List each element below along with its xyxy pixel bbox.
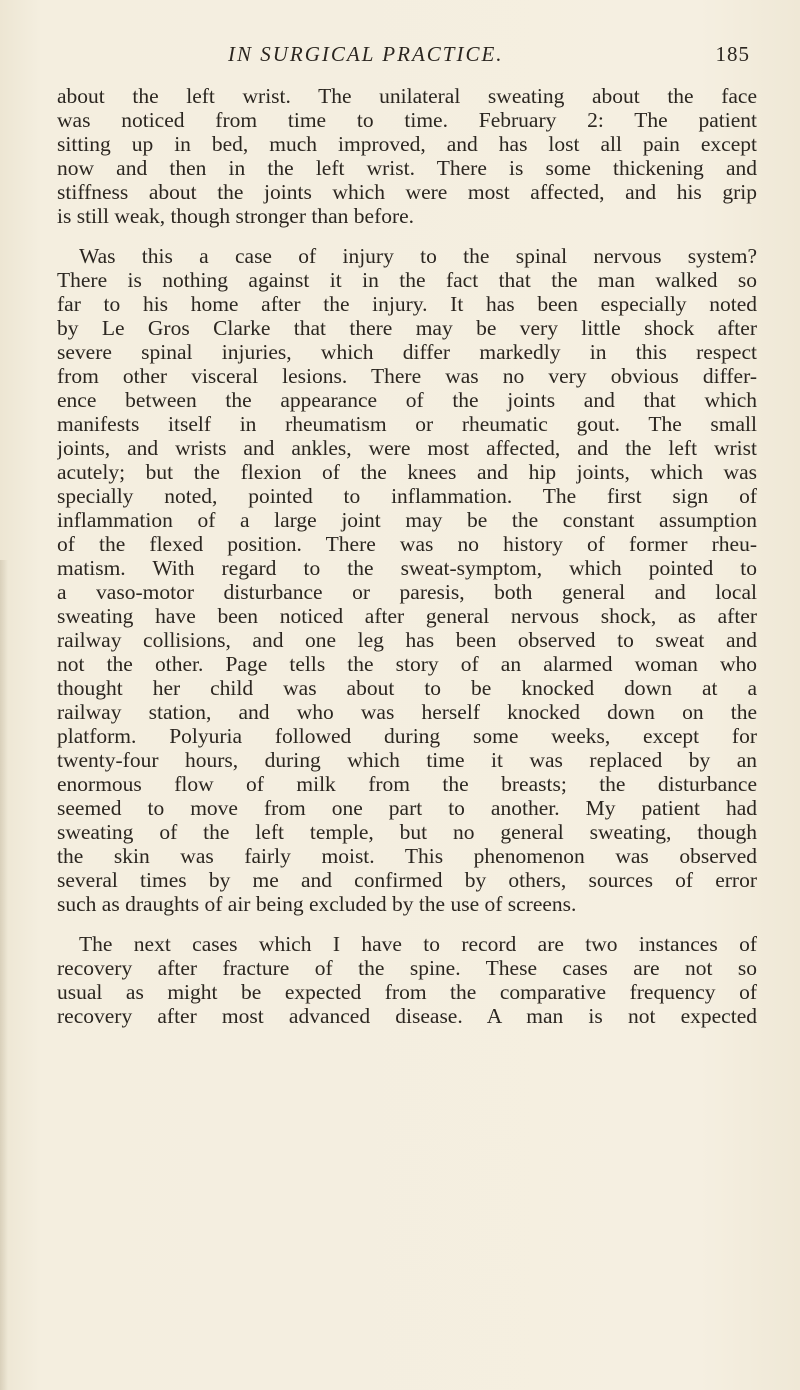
paragraph xyxy=(57,84,757,228)
text-line: matism. With regard to the sweat-symptom, which pointed to xyxy=(57,556,757,580)
text-line: far to his home after the injury. It has been especially noted xyxy=(57,292,757,316)
text-line: There is nothing against it in the fact that the man walked so xyxy=(57,268,757,292)
text-line: recovery after most advanced disease. A man is not expected xyxy=(57,1004,757,1028)
text-line: enormous flow of milk from the breasts; the disturbance xyxy=(57,772,757,796)
text-line: from other visceral lesions. There was no very obvious differ- xyxy=(57,364,757,388)
paragraph-gap xyxy=(57,228,757,244)
body-text xyxy=(57,84,757,1028)
text-line: by Le Gros Clarke that there may be very little shock after xyxy=(57,316,757,340)
text-line: Was this a case of injury to the spinal nervous system? xyxy=(79,244,757,268)
text-line: was noticed from time to time. February 2: The patient xyxy=(57,108,757,132)
text-line: usual as might be expected from the comparative frequency of xyxy=(57,980,757,1004)
text-line: such as draughts of air being excluded by the use of screens. xyxy=(57,892,577,916)
text-line: manifests itself in rheumatism or rheumatic gout. The small xyxy=(57,412,757,436)
text-line: acutely; but the flexion of the knees and hip joints, which was xyxy=(57,460,757,484)
text-line: platform. Polyuria followed during some weeks, except for xyxy=(57,724,757,748)
text-line: stiffness about the joints which were most affected, and his grip xyxy=(57,180,757,204)
text-line: about the left wrist. The unilateral sweating about the face xyxy=(57,84,757,108)
text-line: sweating have been noticed after general nervous shock, as after xyxy=(57,604,757,628)
text-line: inflammation of a large joint may be the constant assumption xyxy=(57,508,757,532)
paragraph xyxy=(57,244,757,916)
page-binding-shadow xyxy=(0,560,8,1390)
text-line: specially noted, pointed to inflammation. The first sign of xyxy=(57,484,757,508)
text-line: a vaso-motor disturbance or paresis, both general and local xyxy=(57,580,757,604)
text-line: now and then in the left wrist. There is some thickening and xyxy=(57,156,757,180)
text-line: railway collisions, and one leg has been observed to sweat and xyxy=(57,628,757,652)
text-line: sweating of the left temple, but no general sweating, though xyxy=(57,820,757,844)
text-line: severe spinal injuries, which differ markedly in this respect xyxy=(57,340,757,364)
paragraph xyxy=(57,932,757,1028)
running-head: IN SURGICAL PRACTICE. xyxy=(228,42,504,66)
text-line: recovery after fracture of the spine. These cases are not so xyxy=(57,956,757,980)
text-line: ence between the appearance of the joints and that which xyxy=(57,388,757,412)
text-line: twenty-four hours, during which time it was replaced by an xyxy=(57,748,757,772)
page-number: 185 xyxy=(715,42,750,66)
text-line: joints, and wrists and ankles, were most affected, and the left wrist xyxy=(57,436,757,460)
page-header xyxy=(0,42,800,72)
text-line: of the flexed position. There was no history of former rheu- xyxy=(57,532,757,556)
text-line: the skin was fairly moist. This phenomenon was observed xyxy=(57,844,757,868)
text-line: railway station, and who was herself knocked down on the xyxy=(57,700,757,724)
paragraph-gap xyxy=(57,916,757,932)
text-line: sitting up in bed, much improved, and has lost all pain except xyxy=(57,132,757,156)
text-line: several times by me and confirmed by others, sources of error xyxy=(57,868,757,892)
text-line: seemed to move from one part to another. My patient had xyxy=(57,796,757,820)
text-line: The next cases which I have to record are two instances of xyxy=(79,932,757,956)
text-line: thought her child was about to be knocked down at a xyxy=(57,676,757,700)
text-line: not the other. Page tells the story of an alarmed woman who xyxy=(57,652,757,676)
text-line: is still weak, though stronger than before. xyxy=(57,204,415,228)
